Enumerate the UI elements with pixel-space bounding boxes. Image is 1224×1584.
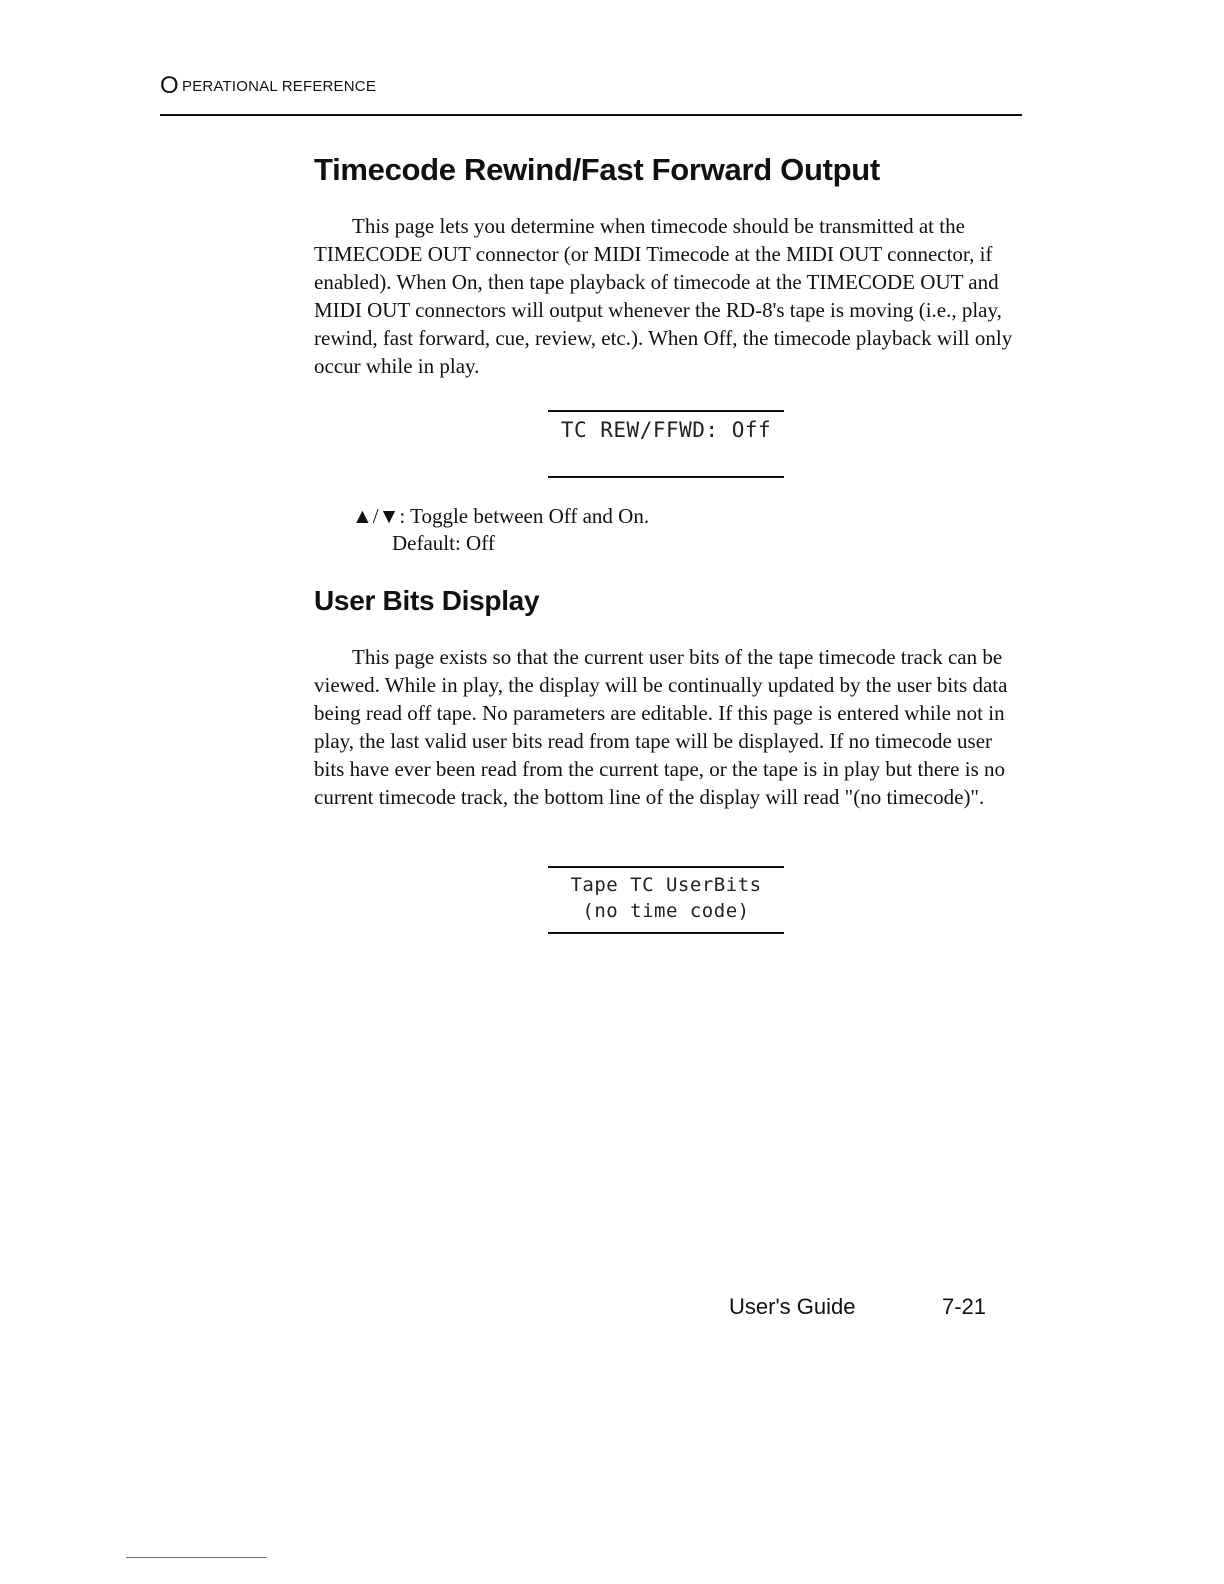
header-initial: O (160, 72, 179, 99)
lcd-display-tc-rewffwd (548, 410, 784, 478)
timecode-paragraph-text: This page lets you determine when timecode should be transmitted at the TIMECODE OUT connector (or MIDI Timecode at the MIDI OUT connector, if enabled). When On, then tape playback of timecode at the TIMECODE OUT and MIDI OUT connectors will output whenever the RD-8's tape is moving (i.e., play, rewind, fast forward, cue, review, etc.). When Off, the timecode playback will only occur while in play. (314, 214, 1013, 378)
timecode-paragraph (314, 212, 1014, 380)
toggle-instruction: ▲/▼: Toggle between Off and On. (352, 504, 650, 528)
lcd-line-1: Tape TC UserBits (570, 874, 762, 896)
userbits-section-title: User Bits Display (314, 585, 540, 616)
lcd-line-2: (no time code) (582, 900, 750, 922)
lcd-line: TC REW/FFWD: Off (560, 418, 772, 442)
userbits-paragraph-text: This page exists so that the current user bits of the tape timecode track can be viewed. While in play, the display will be continually updated by the user bits data being read off tape. No parameters are editable. If this page is entered while not in play, the last valid user bits read from tape will be displayed. If no timecode user bits have ever been read from the current tape, or the tape is in play but there is no current timecode track, the bottom line of the display will read "(no timecode)". (314, 645, 1008, 809)
lcd-display-userbits (548, 866, 784, 934)
scan-edge-line (126, 1557, 267, 1558)
footer-page-number: 7-21 (942, 1294, 987, 1319)
timecode-section-title: Timecode Rewind/Fast Forward Output (314, 152, 880, 187)
userbits-paragraph (314, 643, 1014, 811)
footer-guide-title: User's Guide (729, 1294, 856, 1319)
header-text: PERATIONAL REFERENCE (182, 78, 377, 95)
default-value: Default: Off (392, 531, 495, 555)
running-header (160, 70, 1022, 116)
